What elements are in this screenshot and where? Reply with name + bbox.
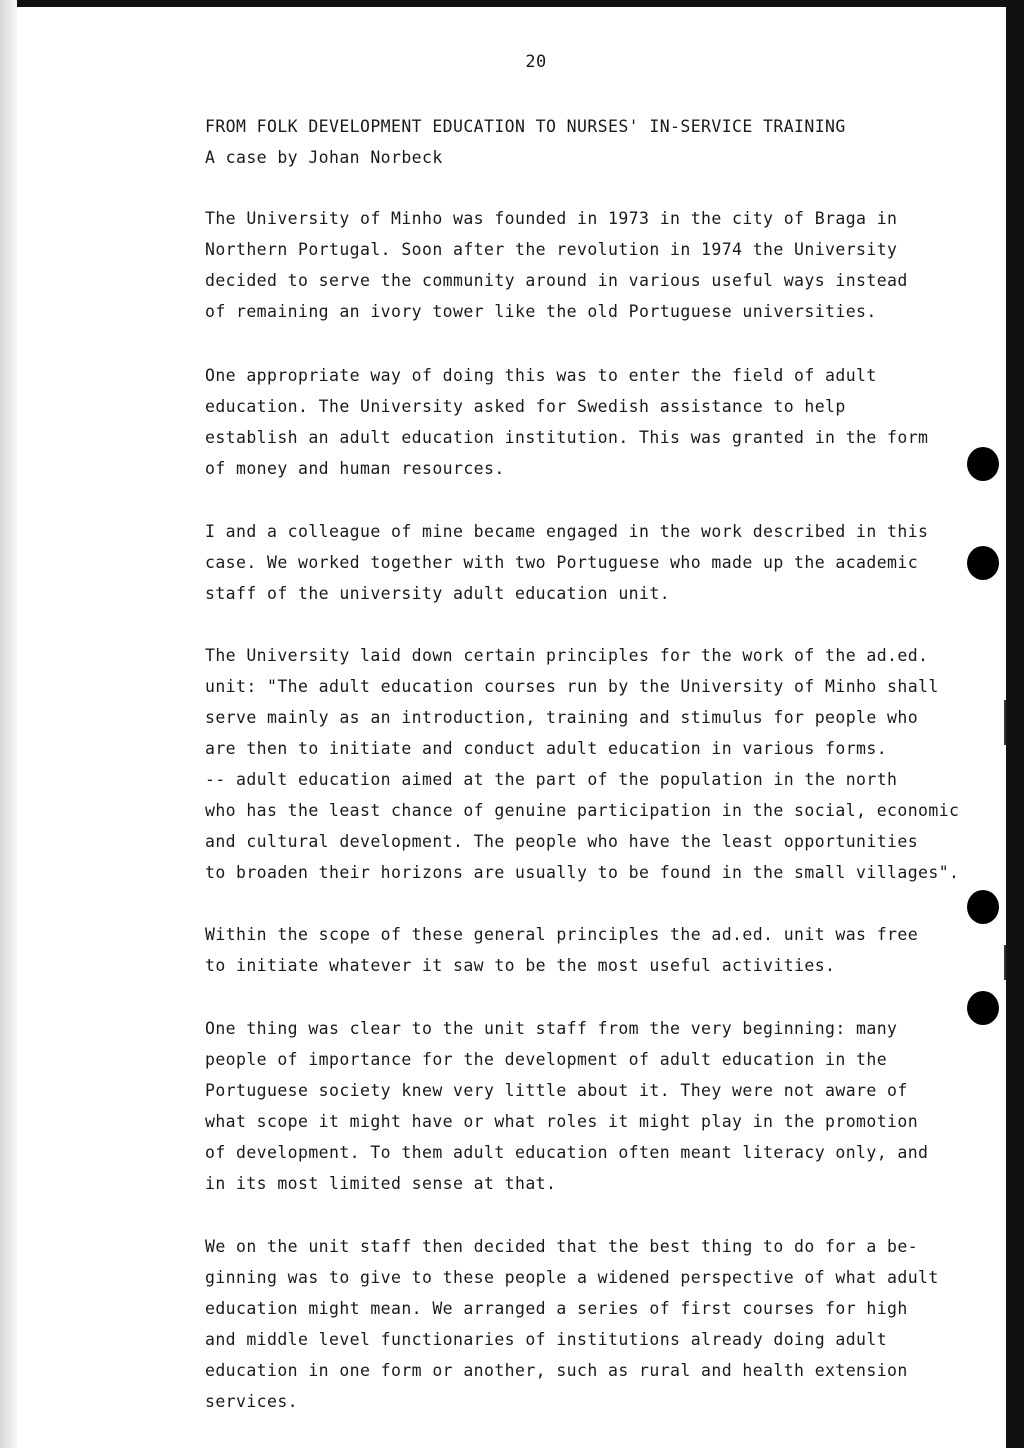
- page-number: 20: [525, 52, 547, 72]
- paragraph-6: [205, 1013, 975, 1199]
- paragraph-line: and cultural development. The people who have the least opportunities: [205, 832, 919, 851]
- paragraph-line: of remaining an ivory tower like the old Portuguese universities.: [205, 302, 877, 321]
- document-title: FROM FOLK DEVELOPMENT EDUCATION TO NURSES' IN-SERVICE TRAINING: [205, 117, 846, 136]
- paragraph-line: We on the unit staff then decided that the best thing to do for a be-: [205, 1237, 919, 1256]
- punch-hole-mark: [967, 447, 999, 481]
- paragraph-1: [205, 203, 975, 327]
- paragraph-line: education in one form or another, such as rural and health extension: [205, 1361, 908, 1380]
- paragraph-line: are then to initiate and conduct adult education in various forms.: [205, 739, 888, 758]
- paragraph-line: The University of Minho was founded in 1973 in the city of Braga in: [205, 209, 898, 228]
- paragraph-line: -- adult education aimed at the part of the population in the north: [205, 770, 898, 789]
- paragraph-line: people of importance for the development of adult education in the: [205, 1050, 888, 1069]
- paragraph-line: unit: "The adult education courses run by the University of Minho shall: [205, 677, 939, 696]
- paragraph-line: serve mainly as an introduction, training and stimulus for people who: [205, 708, 919, 727]
- paragraph-line: One appropriate way of doing this was to enter the field of adult: [205, 366, 877, 385]
- paragraph-line: One thing was clear to the unit staff from the very beginning: many: [205, 1019, 898, 1038]
- paragraph-line: establish an adult education institution. This was granted in the form: [205, 428, 929, 447]
- paragraph-5: [205, 919, 975, 981]
- paragraph-line: in its most limited sense at that.: [205, 1174, 557, 1193]
- paragraph-line: decided to serve the community around in various useful ways instead: [205, 271, 908, 290]
- margin-mark: [1004, 700, 1006, 745]
- paragraph-line: of development. To them adult education often meant literacy only, and: [205, 1143, 929, 1162]
- scan-right-border: [1006, 0, 1024, 1448]
- scan-top-border: [0, 0, 1024, 7]
- paragraph-line: ginning was to give to these people a widened perspective of what adult: [205, 1268, 939, 1287]
- paragraph-line: Portuguese society knew very little about it. They were not aware of: [205, 1081, 908, 1100]
- punch-hole-mark: [967, 890, 999, 924]
- paragraph-line: who has the least chance of genuine participation in the social, economic: [205, 801, 960, 820]
- paragraph-line: Within the scope of these general principles the ad.ed. unit was free: [205, 925, 919, 944]
- heading-block: [205, 111, 975, 173]
- paragraph-4: [205, 640, 975, 888]
- paragraph-line: I and a colleague of mine became engaged in the work described in this: [205, 522, 929, 541]
- paragraph-line: Northern Portugal. Soon after the revolution in 1974 the University: [205, 240, 898, 259]
- paragraph-line: staff of the university adult education unit.: [205, 584, 671, 603]
- punch-hole-mark: [967, 991, 999, 1025]
- paragraph-2: [205, 360, 975, 484]
- paragraph-line: services.: [205, 1392, 299, 1411]
- paragraph-line: and middle level functionaries of institutions already doing adult: [205, 1330, 888, 1349]
- paragraph-line: education might mean. We arranged a series of first courses for high: [205, 1299, 908, 1318]
- paragraph-line: The University laid down certain principles for the work of the ad.ed.: [205, 646, 929, 665]
- paragraph-3: [205, 516, 975, 609]
- scan-left-shadow: [0, 0, 17, 1448]
- punch-hole-mark: [967, 546, 999, 580]
- paragraph-line: what scope it might have or what roles it might play in the promotion: [205, 1112, 919, 1131]
- paragraph-line: to broaden their horizons are usually to be found in the small villages".: [205, 863, 960, 882]
- paragraph-line: to initiate whatever it saw to be the most useful activities.: [205, 956, 836, 975]
- paragraph-line: case. We worked together with two Portuguese who made up the academic: [205, 553, 919, 572]
- paragraph-line: of money and human resources.: [205, 459, 505, 478]
- paragraph-line: education. The University asked for Swedish assistance to help: [205, 397, 846, 416]
- paragraph-7: [205, 1231, 975, 1417]
- document-byline: A case by Johan Norbeck: [205, 148, 443, 167]
- margin-mark: [1004, 945, 1006, 980]
